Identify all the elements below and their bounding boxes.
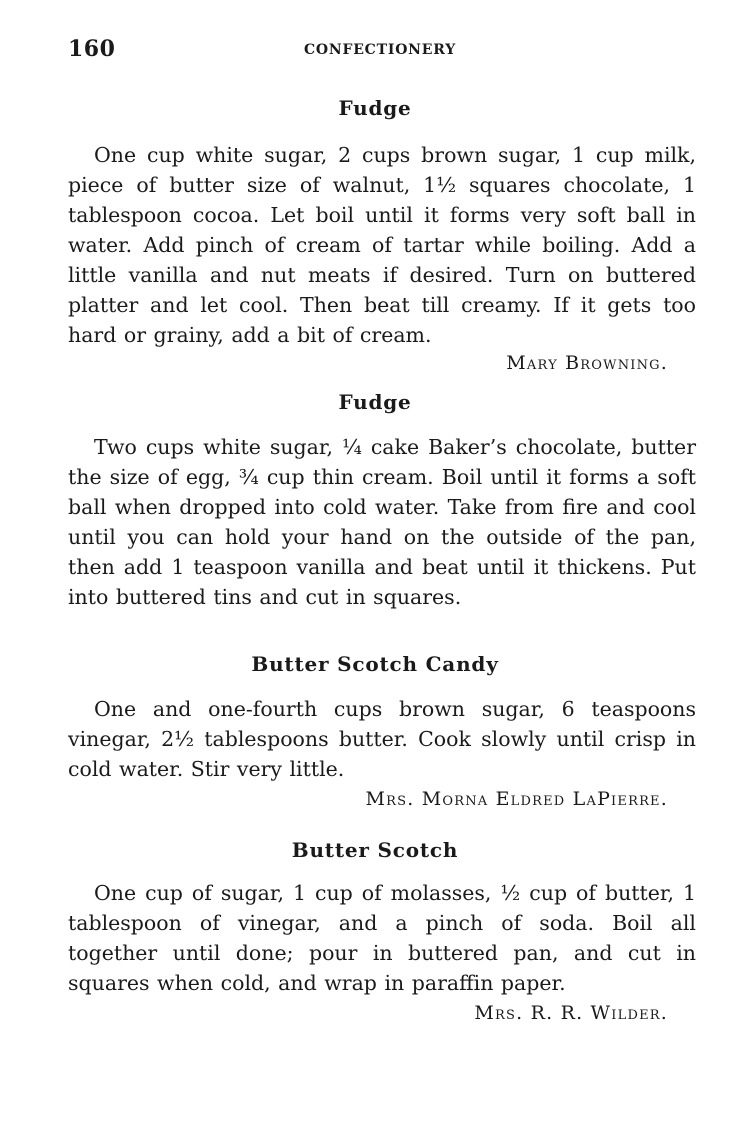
recipe-title-butter-scotch-candy: Butter Scotch Candy <box>251 652 499 676</box>
recipe-body-butter-scotch: One cup of sugar, 1 cup of molasses, ½ cup of butter, 1 tablespoon of vinegar, and a pinch of soda. Boil all together until done; pour in buttered pan, and cut in squares when cold, and wrap in paraffin paper. <box>68 881 696 995</box>
running-head: CONFECTIONERY <box>303 42 457 58</box>
recipe-title-fudge-2: Fudge <box>338 390 412 414</box>
recipe-author-butter-scotch-candy: Mrs. Morna Eldred LaPierre. <box>365 788 668 810</box>
recipe-title-fudge-1: Fudge <box>338 96 412 120</box>
recipe-body-fudge-2: Two cups white sugar, ¼ cake Baker’s chocolate, butter the size of egg, ¾ cup thin cream. Boil until it forms a soft ball when dropped into cold water. Take from fire and cool until you can hold your hand on the outside of the pan, then add 1 teaspoon vanilla and beat until it thickens. Put into buttered tins and cut in squares. <box>68 435 696 609</box>
page-number: 160 <box>68 36 116 62</box>
recipe-author-butter-scotch: Mrs. R. R. Wilder. <box>474 1002 668 1024</box>
recipe-body-butter-scotch-candy: One and one-fourth cups brown sugar, 6 teaspoons vinegar, 2½ tablespoons butter. Cook slowly until crisp in cold water. Stir very little. <box>68 697 696 781</box>
recipe-author-fudge-1: Mary Browning. <box>506 352 668 374</box>
recipe-body-fudge-1: One cup white sugar, 2 cups brown sugar, 1 cup milk, piece of butter size of walnut, 1½ squares chocolate, 1 tablespoon cocoa. Let boil until it forms very soft ball in water. Add pinch of cream of tartar while boiling. Add a little vanilla and nut meats if desired. Turn on buttered platter and let cool. Then beat till creamy. If it gets too hard or grainy, add a bit of cream. <box>68 143 696 347</box>
recipe-title-butter-scotch: Butter Scotch <box>291 838 459 862</box>
